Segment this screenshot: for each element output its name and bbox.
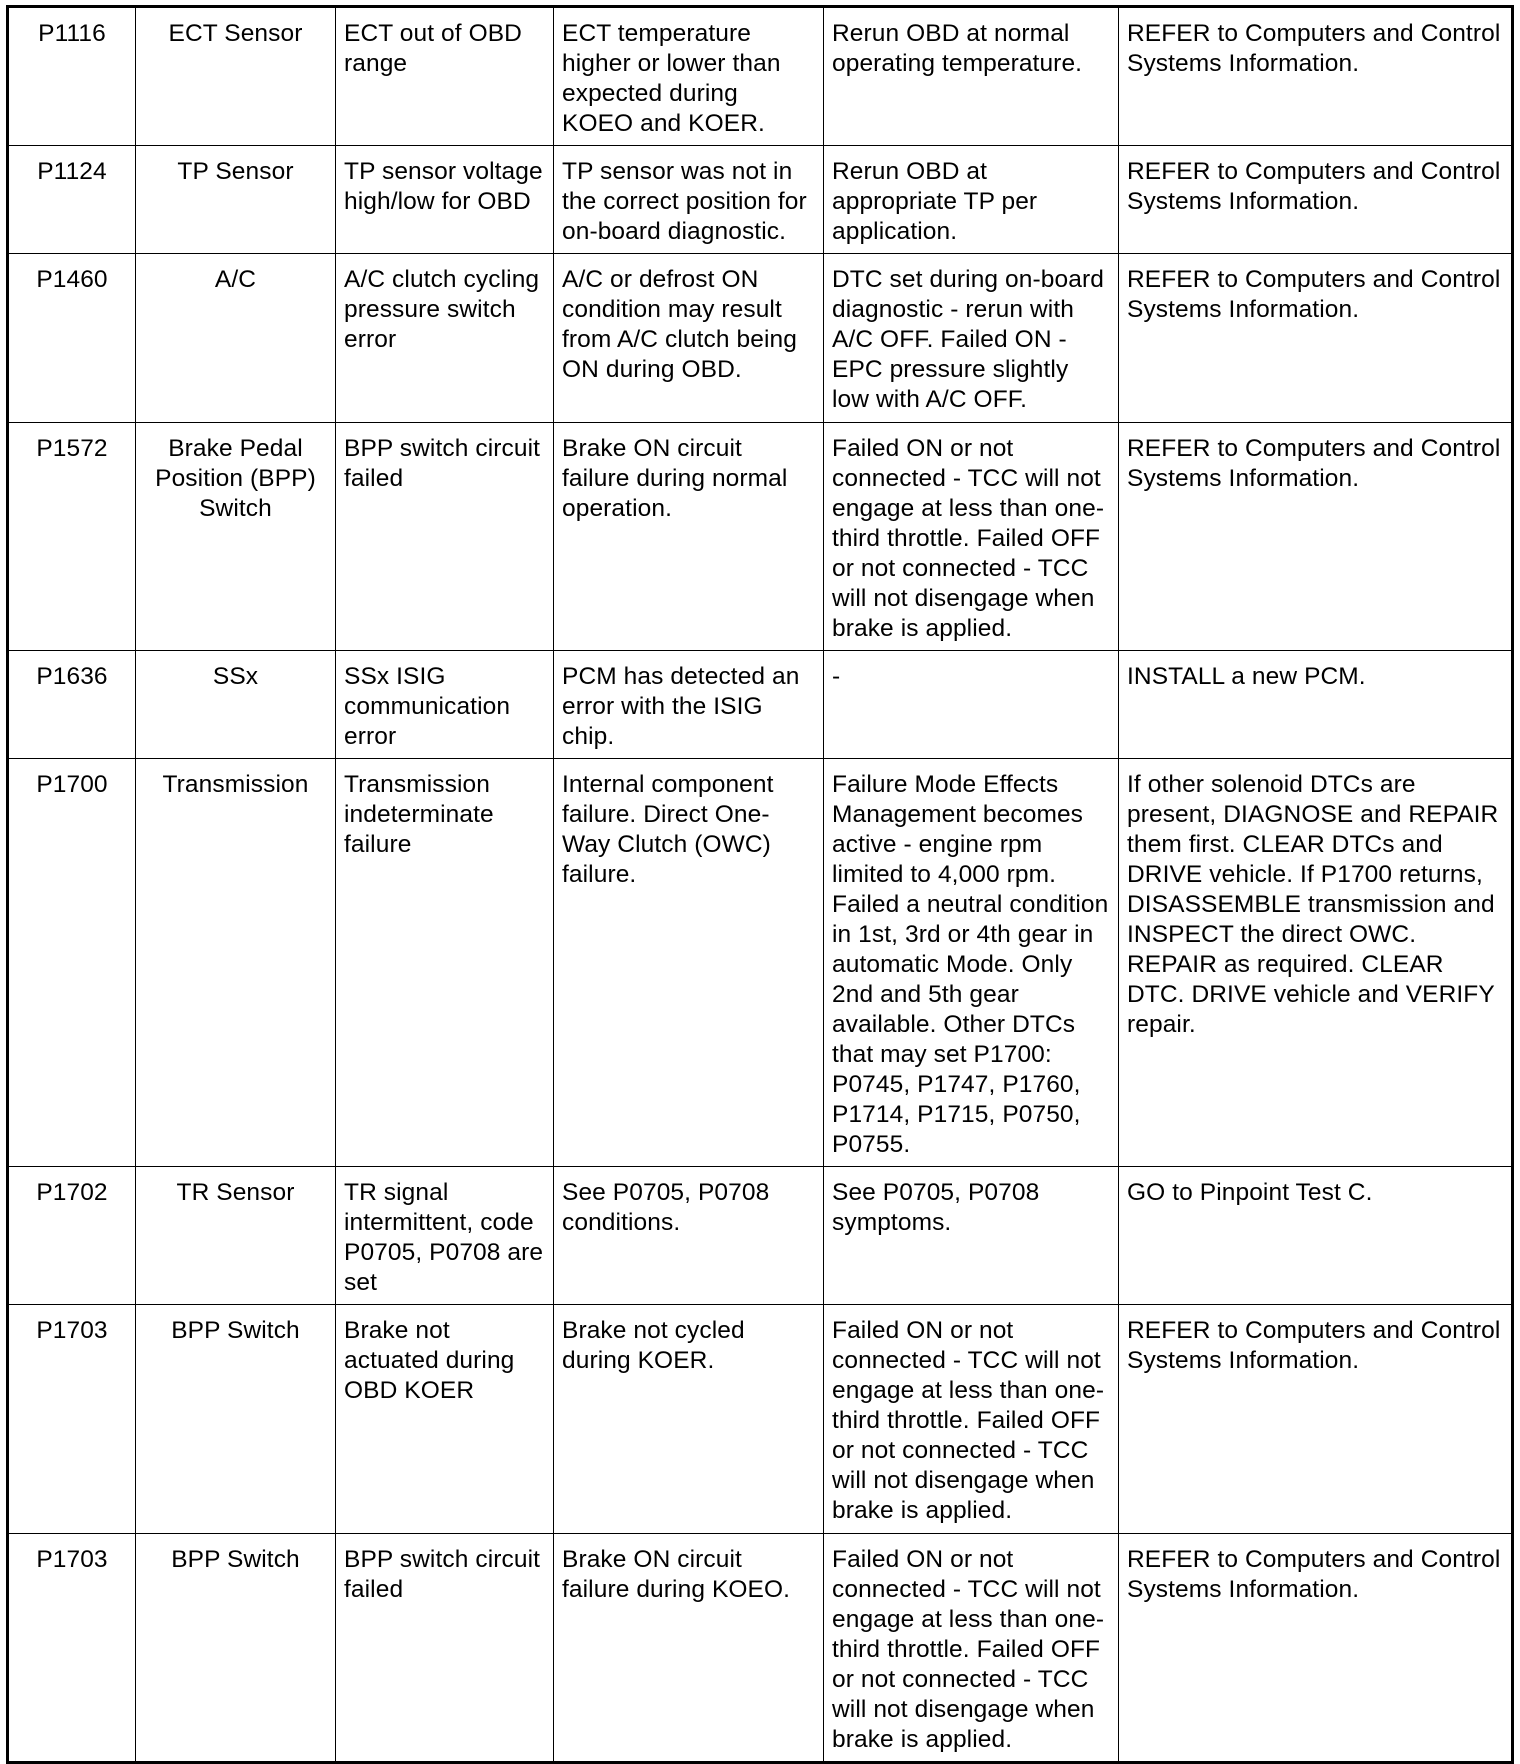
component-cell: TP Sensor <box>136 146 336 254</box>
condition-cell: PCM has detected an error with the ISIG chip. <box>554 651 824 759</box>
action-cell: GO to Pinpoint Test C. <box>1119 1167 1513 1305</box>
dtc-code-cell: P1703 <box>8 1305 136 1534</box>
table-row <box>8 254 1513 423</box>
dtc-table <box>6 5 1514 1764</box>
condition-cell: TP sensor was not in the correct position for on-board diagnostic. <box>554 146 824 254</box>
dtc-code-cell: P1572 <box>8 423 136 651</box>
action-cell: REFER to Computers and Control Systems Information. <box>1119 7 1513 146</box>
dtc-code-cell: P1700 <box>8 759 136 1167</box>
component-cell: A/C <box>136 254 336 423</box>
table-row <box>8 146 1513 254</box>
symptom-cell: - <box>824 651 1119 759</box>
action-cell: REFER to Computers and Control Systems Information. <box>1119 423 1513 651</box>
condition-cell: A/C or defrost ON condition may result from A/C clutch being ON during OBD. <box>554 254 824 423</box>
table-row <box>8 651 1513 759</box>
description-cell: SSx ISIG communication error <box>336 651 554 759</box>
dtc-code-cell: P1124 <box>8 146 136 254</box>
component-cell: TR Sensor <box>136 1167 336 1305</box>
condition-cell: Brake ON circuit failure during normal operation. <box>554 423 824 651</box>
dtc-code-cell: P1702 <box>8 1167 136 1305</box>
symptom-cell: Failed ON or not connected - TCC will not engage at less than one-third throttle. Failed OFF or not connected - TCC will not disengage when brake is applied. <box>824 1534 1119 1763</box>
symptom-cell: Rerun OBD at appropriate TP per application. <box>824 146 1119 254</box>
description-cell: ECT out of OBD range <box>336 7 554 146</box>
table-row <box>8 1167 1513 1305</box>
table-row <box>8 1305 1513 1534</box>
dtc-code-cell: P1460 <box>8 254 136 423</box>
description-cell: TP sensor voltage high/low for OBD <box>336 146 554 254</box>
component-cell: SSx <box>136 651 336 759</box>
description-cell: Brake not actuated during OBD KOER <box>336 1305 554 1534</box>
action-cell: REFER to Computers and Control Systems Information. <box>1119 1305 1513 1534</box>
table-row <box>8 1534 1513 1763</box>
description-cell: BPP switch circuit failed <box>336 1534 554 1763</box>
dtc-code-cell: P1703 <box>8 1534 136 1763</box>
action-cell: REFER to Computers and Control Systems Information. <box>1119 146 1513 254</box>
description-cell: A/C clutch cycling pressure switch error <box>336 254 554 423</box>
symptom-cell: Failure Mode Effects Management becomes active - engine rpm limited to 4,000 rpm. Failed a neutral condition in 1st, 3rd or 4th gear in automatic Mode. Only 2nd and 5th gear available. Other DTCs that may set P1700: P0745, P1747, P1760, P1714, P1715, P0750, P0755. <box>824 759 1119 1167</box>
component-cell: BPP Switch <box>136 1305 336 1534</box>
symptom-cell: Rerun OBD at normal operating temperature. <box>824 7 1119 146</box>
dtc-code-cell: P1116 <box>8 7 136 146</box>
symptom-cell: Failed ON or not connected - TCC will not engage at less than one-third throttle. Failed OFF or not connected - TCC will not disengage when brake is applied. <box>824 423 1119 651</box>
component-cell: Brake Pedal Position (BPP) Switch <box>136 423 336 651</box>
condition-cell: Brake not cycled during KOER. <box>554 1305 824 1534</box>
description-cell: BPP switch circuit failed <box>336 423 554 651</box>
condition-cell: Brake ON circuit failure during KOEO. <box>554 1534 824 1763</box>
component-cell: ECT Sensor <box>136 7 336 146</box>
symptom-cell: DTC set during on-board diagnostic - rerun with A/C OFF. Failed ON - EPC pressure slightly low with A/C OFF. <box>824 254 1119 423</box>
dtc-code-cell: P1636 <box>8 651 136 759</box>
action-cell: INSTALL a new PCM. <box>1119 651 1513 759</box>
condition-cell: Internal component failure. Direct One-Way Clutch (OWC) failure. <box>554 759 824 1167</box>
component-cell: BPP Switch <box>136 1534 336 1763</box>
component-cell: Transmission <box>136 759 336 1167</box>
table-row <box>8 759 1513 1167</box>
description-cell: TR signal intermittent, code P0705, P0708 are set <box>336 1167 554 1305</box>
action-cell: REFER to Computers and Control Systems Information. <box>1119 254 1513 423</box>
table-row <box>8 7 1513 146</box>
condition-cell: ECT temperature higher or lower than expected during KOEO and KOER. <box>554 7 824 146</box>
action-cell: REFER to Computers and Control Systems Information. <box>1119 1534 1513 1763</box>
symptom-cell: Failed ON or not connected - TCC will not engage at less than one-third throttle. Failed OFF or not connected - TCC will not disengage when brake is applied. <box>824 1305 1119 1534</box>
table-row <box>8 423 1513 651</box>
condition-cell: See P0705, P0708 conditions. <box>554 1167 824 1305</box>
description-cell: Transmission indeterminate failure <box>336 759 554 1167</box>
symptom-cell: See P0705, P0708 symptoms. <box>824 1167 1119 1305</box>
action-cell: If other solenoid DTCs are present, DIAGNOSE and REPAIR them first. CLEAR DTCs and DRIVE vehicle. If P1700 returns, DISASSEMBLE transmission and INSPECT the direct OWC. REPAIR as required. CLEAR DTC. DRIVE vehicle and VERIFY repair. <box>1119 759 1513 1167</box>
